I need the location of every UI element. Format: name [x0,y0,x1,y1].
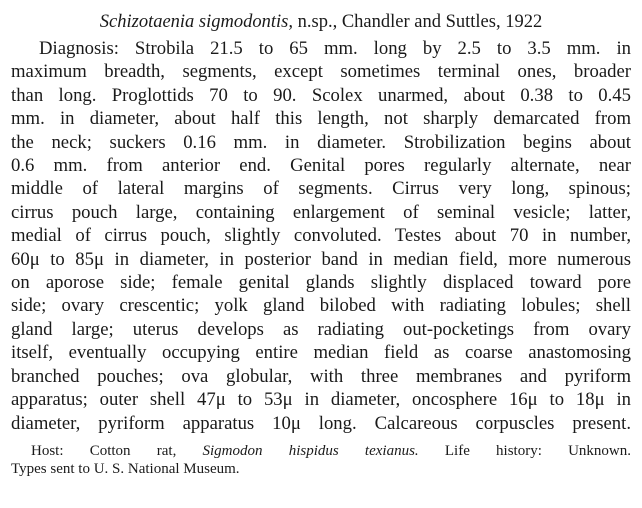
host-species: Sigmodon hispidus texianus. [202,442,419,459]
text-line: Diagnosis: Strobila 21.5 to 65 mm. long by 2.5 to 3.5 mm. in [39,38,631,59]
host-label: Host: Cotton rat, [31,442,203,459]
text-line: mm. in diameter, about half this length, not sharply demarcated from [11,108,631,130]
text-line: middle of lateral margins of segments. Cirrus very long, spinous; [11,178,631,200]
text-line: the neck; suckers 0.16 mm. in diameter. Strobilization begins about [11,131,631,153]
text-line: side; ovary crescentic; yolk gland bilobed with radiating lobules; shell [11,295,631,317]
text-line: diameter, pyriform apparatus 10μ long. Calcareous corpuscles present. [11,412,631,434]
text-line: apparatus; outer shell 47μ to 53μ in diameter, oncosphere 16μ to 18μ in [11,389,631,411]
document-page [11,10,631,478]
diagnosis-paragraph [11,37,631,435]
species-title [11,10,631,34]
text-line: maximum breadth, segments, except sometimes terminal ones, broader [11,61,631,83]
text-line: cirrus pouch large, containing enlargement of seminal vesicle; latter, [11,201,631,223]
text-line: 0.6 mm. from anterior end. Genital pores regularly alternate, near [11,155,631,177]
species-authority: n.sp., Chandler and Suttles, 1922 [293,12,543,32]
host-info [11,442,631,478]
text-line: than long. Proglottids 70 to 90. Scolex unarmed, about 0.38 to 0.45 [11,84,631,106]
text-line: on aporose side; female genital glands slightly displaced toward pore [11,272,631,294]
host-line [11,442,631,460]
text-line: medial of cirrus pouch, slightly convoluted. Testes about 70 in number, [11,225,631,247]
text-line: gland large; uterus develops as radiating out-pocketings from ovary [11,318,631,340]
types-line: Types sent to U. S. National Museum. [11,460,240,477]
text-line: branched pouches; ova globular, with three membranes and pyriform [11,365,631,387]
life-history: Life history: Unknown. [418,442,632,459]
species-name: Schizotaenia sigmodontis, [99,12,293,32]
text-line: itself, eventually occupying entire median field as coarse anastomosing [11,342,631,364]
text-line: 60μ to 85μ in diameter, in posterior band in median field, more numerous [11,248,631,270]
